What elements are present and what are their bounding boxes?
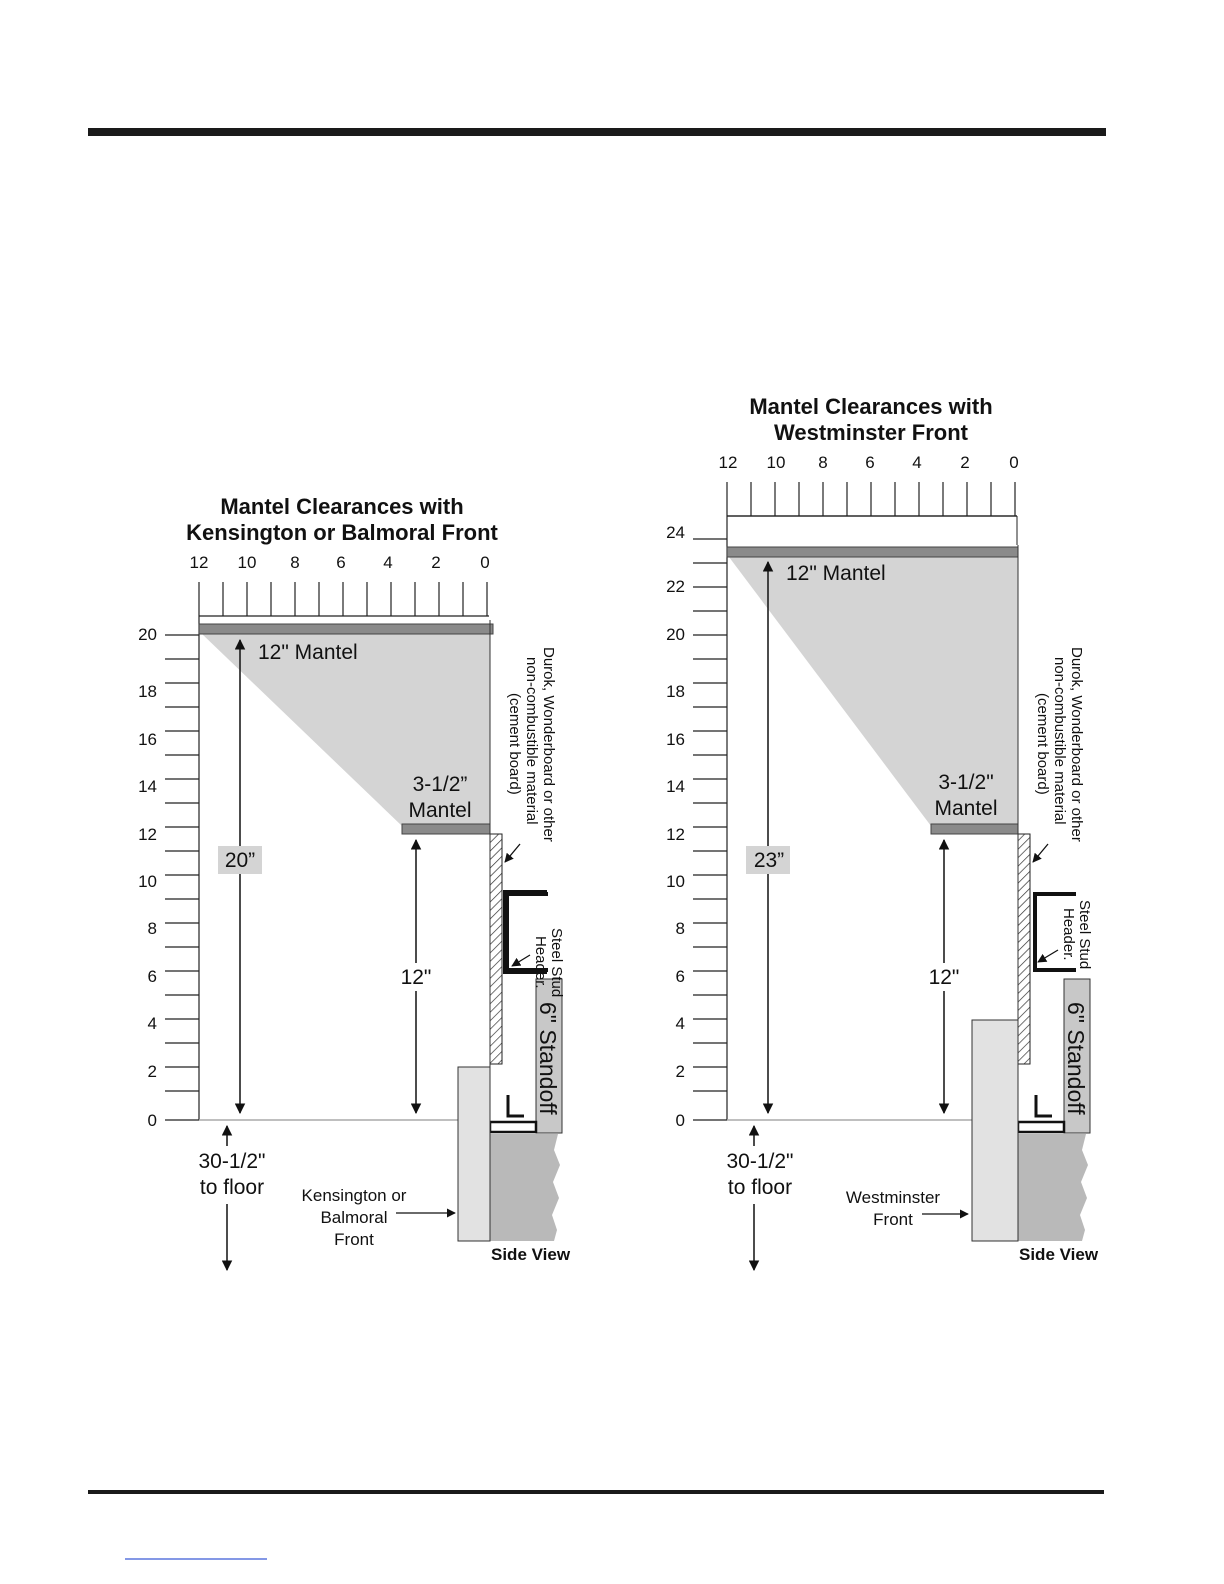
mantel-12-bar — [727, 547, 1018, 557]
mantel-12-label: 12" Mantel — [258, 641, 358, 664]
header-label-line1: Steel Stud — [548, 928, 565, 998]
x-tick-label: 10 — [766, 453, 786, 472]
cement-board — [490, 834, 502, 1064]
x-tick-label: 6 — [336, 553, 346, 572]
diagram-title-line1: Mantel Clearances with — [749, 394, 993, 419]
x-tick-label: 0 — [480, 553, 490, 572]
mantel-3-5-label-line2: Mantel — [934, 797, 998, 820]
top-rule — [88, 128, 1106, 136]
diagram-title-line1: Mantel Clearances with — [220, 494, 464, 519]
diagram-title-line2: Westminster Front — [774, 420, 968, 445]
y-tick-label: 22 — [666, 577, 685, 596]
y-tick-label: 14 — [138, 777, 157, 796]
y-tick-label: 16 — [138, 730, 157, 749]
x-tick-label: 0 — [1009, 453, 1019, 472]
mantel-3-5-label-line2: Mantel — [408, 799, 472, 822]
dimension-label-small: 12" — [400, 966, 432, 989]
y-tick-label: 10 — [138, 872, 157, 891]
y-tick-label: 18 — [666, 682, 685, 701]
y-tick-label: 16 — [666, 730, 685, 749]
front-panel — [458, 1067, 490, 1241]
horizontal-ruler — [719, 453, 1019, 516]
dimension-label-large: 23” — [753, 849, 785, 872]
board-label-line3: (cement board) — [506, 693, 523, 795]
y-tick-label: 6 — [675, 967, 685, 986]
header-label-line2: Header. — [532, 936, 549, 989]
y-tick-label: 20 — [666, 625, 685, 644]
floor-label-line2: to floor — [727, 1176, 793, 1199]
board-label-line3: (cement board) — [1034, 693, 1051, 795]
floor-label-line1: 30-1/2" — [726, 1150, 794, 1173]
cement-board — [1018, 834, 1030, 1064]
y-tick-label: 4 — [147, 1014, 157, 1033]
floor-cut — [1018, 1134, 1088, 1241]
x-tick-label: 8 — [290, 553, 300, 572]
mantel-12-label: 12" Mantel — [786, 562, 886, 585]
y-tick-label: 12 — [138, 825, 157, 844]
x-tick-label: 6 — [865, 453, 875, 472]
mantel-3-5-bar — [402, 824, 490, 834]
bottom-rule — [88, 1490, 1104, 1494]
header-label — [1060, 900, 1093, 969]
board-label-line2: non-combustible material — [1051, 657, 1068, 825]
y-tick-label: 12 — [666, 825, 685, 844]
floor-label-line1: 30-1/2" — [198, 1150, 266, 1173]
x-tick-label: 12 — [189, 553, 209, 572]
x-tick-label: 4 — [912, 453, 922, 472]
mantel-3-5-label-line1: 3-1/2” — [412, 773, 468, 796]
front-label-line3: Front — [334, 1230, 374, 1249]
x-tick-label: 10 — [237, 553, 257, 572]
x-tick-label: 2 — [960, 453, 970, 472]
board-label — [506, 647, 557, 842]
y-tick-label: 2 — [675, 1062, 685, 1081]
y-tick-label: 8 — [147, 919, 157, 938]
y-tick-label: 6 — [147, 967, 157, 986]
dimension-label-small: 12" — [928, 966, 960, 989]
floor-label-line2: to floor — [199, 1176, 265, 1199]
vertical-ruler — [666, 516, 727, 1130]
header-label-line2: Header. — [1060, 908, 1077, 961]
vertical-ruler — [138, 616, 199, 1130]
front-label-line2: Balmoral — [320, 1208, 388, 1227]
side-view-label: Side View — [491, 1245, 571, 1264]
y-tick-label: 2 — [147, 1062, 157, 1081]
y-tick-label: 24 — [666, 523, 685, 542]
x-tick-label: 4 — [383, 553, 393, 572]
y-tick-label: 14 — [666, 777, 685, 796]
y-tick-label: 8 — [675, 919, 685, 938]
front-label-line2: Front — [873, 1210, 913, 1229]
mantel-12-bar — [199, 624, 493, 634]
standoff-label: 6" Standoff — [535, 1002, 561, 1115]
x-tick-label: 12 — [718, 453, 738, 472]
x-tick-label: 8 — [818, 453, 828, 472]
front-panel — [972, 1020, 1018, 1241]
header-label-line1: Steel Stud — [1076, 900, 1093, 970]
floor-cut — [490, 1134, 560, 1241]
dimension-label-large: 20” — [224, 849, 256, 872]
y-tick-label: 10 — [666, 872, 685, 891]
mantel-3-5-bar — [931, 824, 1018, 834]
front-label-line1: Kensington or — [301, 1186, 407, 1205]
board-label-line1: Durok, Wonderboard or other — [540, 647, 557, 842]
diagram-title-line2: Kensington or Balmoral Front — [186, 520, 498, 545]
board-leader — [505, 844, 520, 862]
y-tick-label: 4 — [675, 1014, 685, 1033]
y-tick-label: 0 — [147, 1111, 157, 1130]
y-tick-label: 0 — [675, 1111, 685, 1130]
board-label-line1: Durok, Wonderboard or other — [1068, 647, 1085, 842]
board-label — [1034, 647, 1085, 842]
x-tick-label: 2 — [431, 553, 441, 572]
board-label-line2: non-combustible material — [523, 657, 540, 825]
y-tick-label: 20 — [138, 625, 157, 644]
standoff-label: 6" Standoff — [1063, 1002, 1089, 1115]
horizontal-ruler — [190, 553, 490, 616]
mantel-3-5-label-line1: 3-1/2" — [938, 771, 994, 794]
board-leader — [1033, 844, 1048, 862]
side-view-label: Side View — [1019, 1245, 1099, 1264]
diagram-westminster — [666, 394, 1099, 1270]
diagram-kensington-balmoral — [138, 494, 571, 1270]
y-tick-label: 18 — [138, 682, 157, 701]
header-label — [532, 928, 565, 997]
front-label-line1: Westminster — [845, 1188, 941, 1207]
